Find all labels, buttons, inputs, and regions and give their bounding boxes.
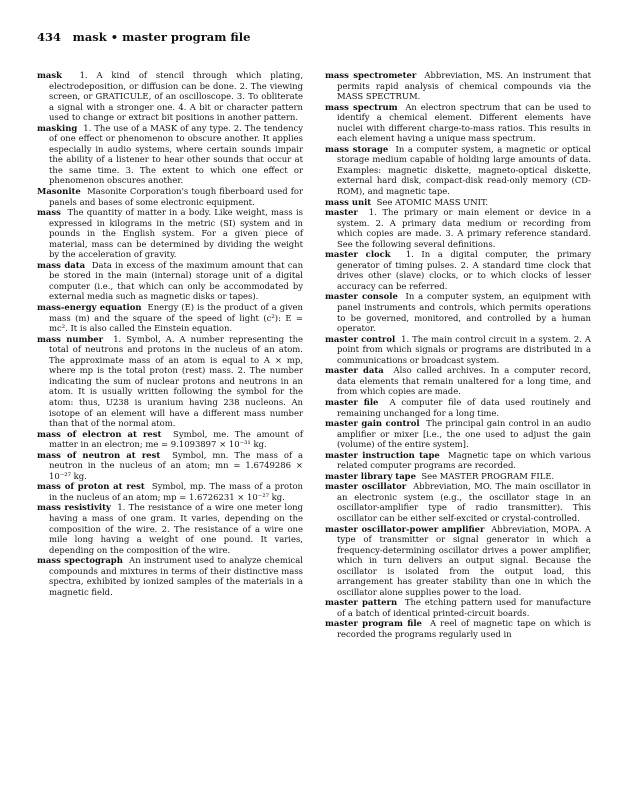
entry-headword: mass number [37, 333, 104, 344]
dictionary-entry [37, 502, 303, 555]
entry-definition: 1. Symbol, A. A number representing the total of neutrons and protons in the nucleus of an atom. The approximate mass of an atom is equal to A × mp, where mp is the total proton (rest) mass. 2. The number indicating the sum of nuclear protons and neutrons in an atom. It is usually written following the symbol for the atom: thus, U238 is uranium having 238 nucleons. An isotope of an element will have a different mass number than that of the normal atom. [49, 333, 303, 429]
entry-definition: 1. The resistance of a wire one meter long having a mass of one gram. It varies, depending on the composition of the wire. 2. The resistance of a wire one mile long having a weight of one pound. It varies, depending on the composition of the wire. [49, 502, 303, 555]
dictionary-entry [325, 450, 591, 471]
entry-definition: Also called archives. In a computer record, data elements that remain unaltered for a long time, and from which copies are made. [337, 365, 592, 397]
page-number: 434 [37, 30, 62, 44]
entry-headword: master clock [325, 249, 391, 260]
entry-headword: master gain control [325, 418, 420, 429]
entry-definition: 1. The use of a MASK of any type. 2. The tendency of one effect or phenomenon to obscure another. It applies especially in audio systems, where certain sounds impair the ability of a listener to hear other sounds that occur at the same time. 3. The extent to which one effect or phenomenon obscures another. [49, 122, 303, 186]
entry-definition: Abbreviation, MO. The main oscillator in an electronic system (e.g., the oscillator stage in an oscillator-amplifier type of radio transmitter). This oscillator can be either self-excited or crystal-controlled. [337, 481, 591, 523]
dictionary-entry [37, 555, 303, 597]
dictionary-entry [325, 291, 591, 333]
dictionary-entry [325, 471, 591, 482]
entry-definition: In a computer system, an equipment with panel instruments and controls, which permits operations to be governed, monitored, and controlled by a human operator. [337, 291, 591, 334]
entry-headword: mass of electron at rest [37, 428, 162, 439]
entry-headword: Masonite [37, 186, 81, 197]
entry-definition: The quantity of matter in a body. Like weight, mass is expressed in kilograms in the metric (SI) system and in pounds in the English system. For a given piece of material, mass can be determined by dividing the weight by the acceleration of gravity. [49, 207, 303, 260]
dictionary-entry [325, 70, 591, 102]
entry-definition: The etching pattern used for manufacture of a batch of identical printed-circuit boards. [337, 597, 591, 618]
entry-definition: Energy (E) is the product of a given mass (m) and the square of the speed of light (c²): E = mc². It is also called the Einstein equation. [49, 302, 303, 334]
dictionary-entry [325, 418, 591, 450]
dictionary-entry [37, 481, 303, 502]
entry-headword: master oscillator [325, 481, 407, 492]
entry-definition: Masonite Corporation's tough fiberboard used for panels and bases of some electronic equipment. [49, 186, 303, 207]
entry-definition: Abbreviation, MS. An instrument that permits rapid analysis of chemical compounds via the MASS SPECTRUM. [337, 70, 591, 102]
dictionary-entry [37, 186, 303, 207]
dictionary-entry [325, 197, 591, 208]
entry-headword: mass unit [325, 196, 372, 207]
entry-headword: mass [37, 207, 61, 218]
entry-definition: The principal gain control in an audio amplifier or mixer [i.e., the one used to adjust the gain (volume) of the entire system]. [337, 418, 591, 450]
entry-definition: See MASTER PROGRAM FILE. [421, 470, 555, 481]
left-column [37, 70, 303, 597]
dictionary-entry [37, 302, 303, 334]
entry-headword: mask [37, 70, 62, 80]
dictionary-entry [325, 365, 591, 397]
entry-headword: master pattern [325, 597, 398, 608]
dictionary-entry [37, 450, 303, 482]
entry-definition: Abbreviation, MOPA. A type of transmitter or signal generator in which a frequency-determining oscillator drives a power amplifier, which in turn delivers an output signal. Because the oscillator is isolated from the output load, this arrangement has greater stability than one in which the oscillator alone supplies power to the load. [337, 523, 591, 597]
entry-headword: master data [325, 365, 384, 376]
dictionary-entry [37, 70, 303, 123]
entry-definition: A computer file of data used routinely and remaining unchanged for a long time. [337, 396, 591, 418]
entry-headword: mass spectrum [325, 101, 398, 112]
entry-headword: mass of neutron at rest [37, 449, 161, 460]
entry-headword: master library tape [325, 470, 416, 481]
entry-headword: master control [325, 333, 396, 344]
entry-definition: Symbol, mp. The mass of a proton in the nucleus of an atom; mp = 1.6726231 × 10⁻²⁷ kg. [49, 481, 303, 502]
entry-headword: mass resistivity [37, 502, 111, 513]
dictionary-entry [325, 524, 591, 598]
dictionary-entry [325, 481, 591, 523]
dictionary-entry [325, 102, 591, 144]
dictionary-entry [325, 334, 591, 366]
entry-definition: Symbol, me. The amount of matter in an electron; me = 9.1093897 × 10⁻³¹ kg. [49, 428, 303, 450]
dictionary-entry [325, 597, 591, 618]
entry-headword: master file [325, 396, 379, 407]
entry-headword: mass spectograph [37, 555, 123, 566]
entry-definition: 1. The main control circuit in a system. 2. A point from which signals or programs are distributed in a communications or broadcast system. [337, 333, 591, 365]
page-header [37, 30, 250, 44]
entry-definition: A reel of magnetic tape on which is recorded the programs regularly used in [337, 618, 591, 639]
entry-headword: master oscillator-power amplifier [325, 523, 485, 534]
entry-definition: An instrument used to analyze chemical compounds and mixtures in terms of their distinctive mass spectra, exhibited by ionized samples of the materials in a magnetic field. [49, 555, 303, 597]
dictionary-entry [325, 249, 591, 291]
entry-definition: 1. In a digital computer, the primary generator of timing pulses. 2. A standard time clock that drives other (slave) clocks, or to which clocks of lesser accuracy can be referred. [337, 249, 591, 291]
entry-headword: mass-energy equation [37, 302, 142, 313]
dictionary-entry [325, 618, 591, 639]
dictionary-entry [37, 429, 303, 450]
entry-definition: Magnetic tape on which various related computer programs are recorded. [337, 449, 591, 471]
dictionary-entry [325, 144, 591, 197]
dictionary-entry [325, 397, 591, 418]
entry-definition: Data in excess of the maximum amount that can be stored in the main (internal) storage unit of a digital computer (i.e., that which can only be accommodated by external media such as magnetic disks or tapes). [49, 259, 303, 302]
entry-headword: mass storage [325, 143, 389, 154]
entry-headword: master [325, 207, 358, 218]
dictionary-entry [37, 334, 303, 429]
entry-headword: mass spectrometer [325, 70, 417, 80]
dictionary-entry [37, 260, 303, 302]
entry-headword: mass of proton at rest [37, 481, 145, 492]
dictionary-entry [37, 207, 303, 260]
right-column [325, 70, 591, 640]
entry-definition: 1. The primary or main element or device in a system. 2. A primary data medium or recording from which copies are made. 3. A primary reference standard. See the following several definitions. [337, 207, 592, 249]
entry-headword: master console [325, 291, 398, 302]
dictionary-entry [37, 123, 303, 186]
entry-definition: Symbol, mn. The mass of a neutron in the nucleus of an atom; mn = 1.6749286 × 10⁻²⁷ kg. [49, 449, 303, 481]
entry-definition: 1. A kind of stencil through which plating, electrodeposition, or diffusion can be done. 2. The viewing screen, or GRATICULE, of an oscilloscope. 3. To obliterate a signal with a stronger one. 4. A bit or character pattern used to change or extract bit positions in another pattern. [49, 70, 303, 123]
dictionary-entry [325, 207, 591, 249]
running-head: mask • master program file [72, 30, 251, 44]
entry-headword: master instruction tape [325, 449, 440, 460]
entry-definition: An electron spectrum that can be used to identify a chemical element. Different elements have nuclei with different charge-to-mass ratios. This results in each element having a unique mass spectrum. [337, 101, 591, 144]
entry-definition: See ATOMIC MASS UNIT. [376, 196, 489, 207]
entry-headword: masking [37, 122, 78, 133]
entry-definition: In a computer system, a magnetic or optical storage medium capable of holding large amounts of data. Examples: magnetic diskette, magneto-optical diskette, external hard disk, compact-disk read-only memory (CD-ROM), and magnetic tape. [337, 143, 592, 197]
entry-headword: master program file [325, 618, 422, 629]
entry-headword: mass data [37, 259, 86, 270]
